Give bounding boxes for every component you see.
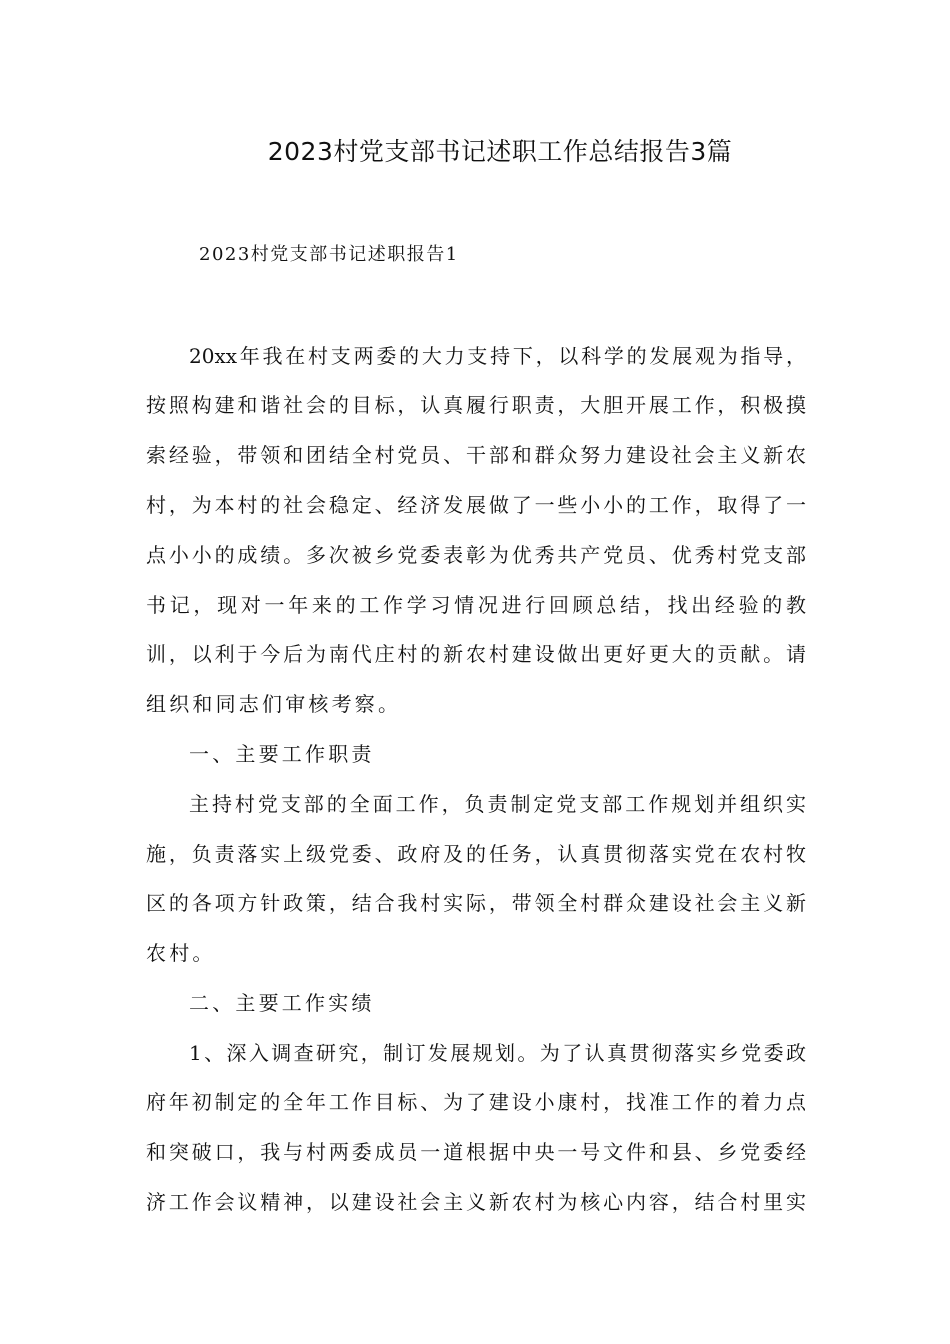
document-title: 2023村党支部书记述职工作总结报告3篇 [267, 137, 733, 166]
paragraph-line: 和突破口，我与村两委成员一道根据中央一号文件和县、乡党委经 [146, 1140, 806, 1164]
section-heading: 一、主要工作职责 [189, 742, 375, 766]
paragraph-line: 济工作会议精神，以建设社会主义新农村为核心内容，结合村里实 [146, 1190, 806, 1214]
paragraph-line: 训，以利于今后为南代庄村的新农村建设做出更好更大的贡献。请 [146, 642, 806, 666]
paragraph-line: 20xx年我在村支两委的大力支持下，以科学的发展观为指导， [189, 344, 806, 368]
paragraph-line: 索经验，带领和团结全村党员、干部和群众努力建设社会主义新农 [146, 443, 806, 467]
section-heading: 二、主要工作实绩 [189, 991, 375, 1015]
paragraph-line: 区的各项方针政策，结合我村实际，带领全村群众建设社会主义新 [146, 891, 806, 915]
paragraph-line: 按照构建和谐社会的目标，认真履行职责，大胆开展工作，积极摸 [146, 393, 806, 417]
paragraph-line: 主持村党支部的全面工作，负责制定党支部工作规划并组织实 [189, 792, 806, 816]
paragraph-line: 1、深入调查研究，制订发展规划。为了认真贯彻落实乡党委政 [189, 1041, 806, 1065]
report-subtitle: 2023村党支部书记述职报告1 [199, 244, 459, 265]
paragraph-line: 村，为本村的社会稳定、经济发展做了一些小小的工作，取得了一 [146, 493, 806, 517]
paragraph-line: 点小小的成绩。多次被乡党委表彰为优秀共产党员、优秀村党支部 [146, 543, 806, 567]
paragraph-line: 农村。 [146, 941, 216, 965]
paragraph-line: 组织和同志们审核考察。 [146, 692, 402, 716]
paragraph-line: 府年初制定的全年工作目标、为了建设小康村，找准工作的着力点 [146, 1090, 806, 1114]
paragraph-line: 书记，现对一年来的工作学习情况进行回顾总结，找出经验的教 [146, 593, 806, 617]
paragraph-line: 施，负责落实上级党委、政府及的任务，认真贯彻落实党在农村牧 [146, 842, 806, 866]
